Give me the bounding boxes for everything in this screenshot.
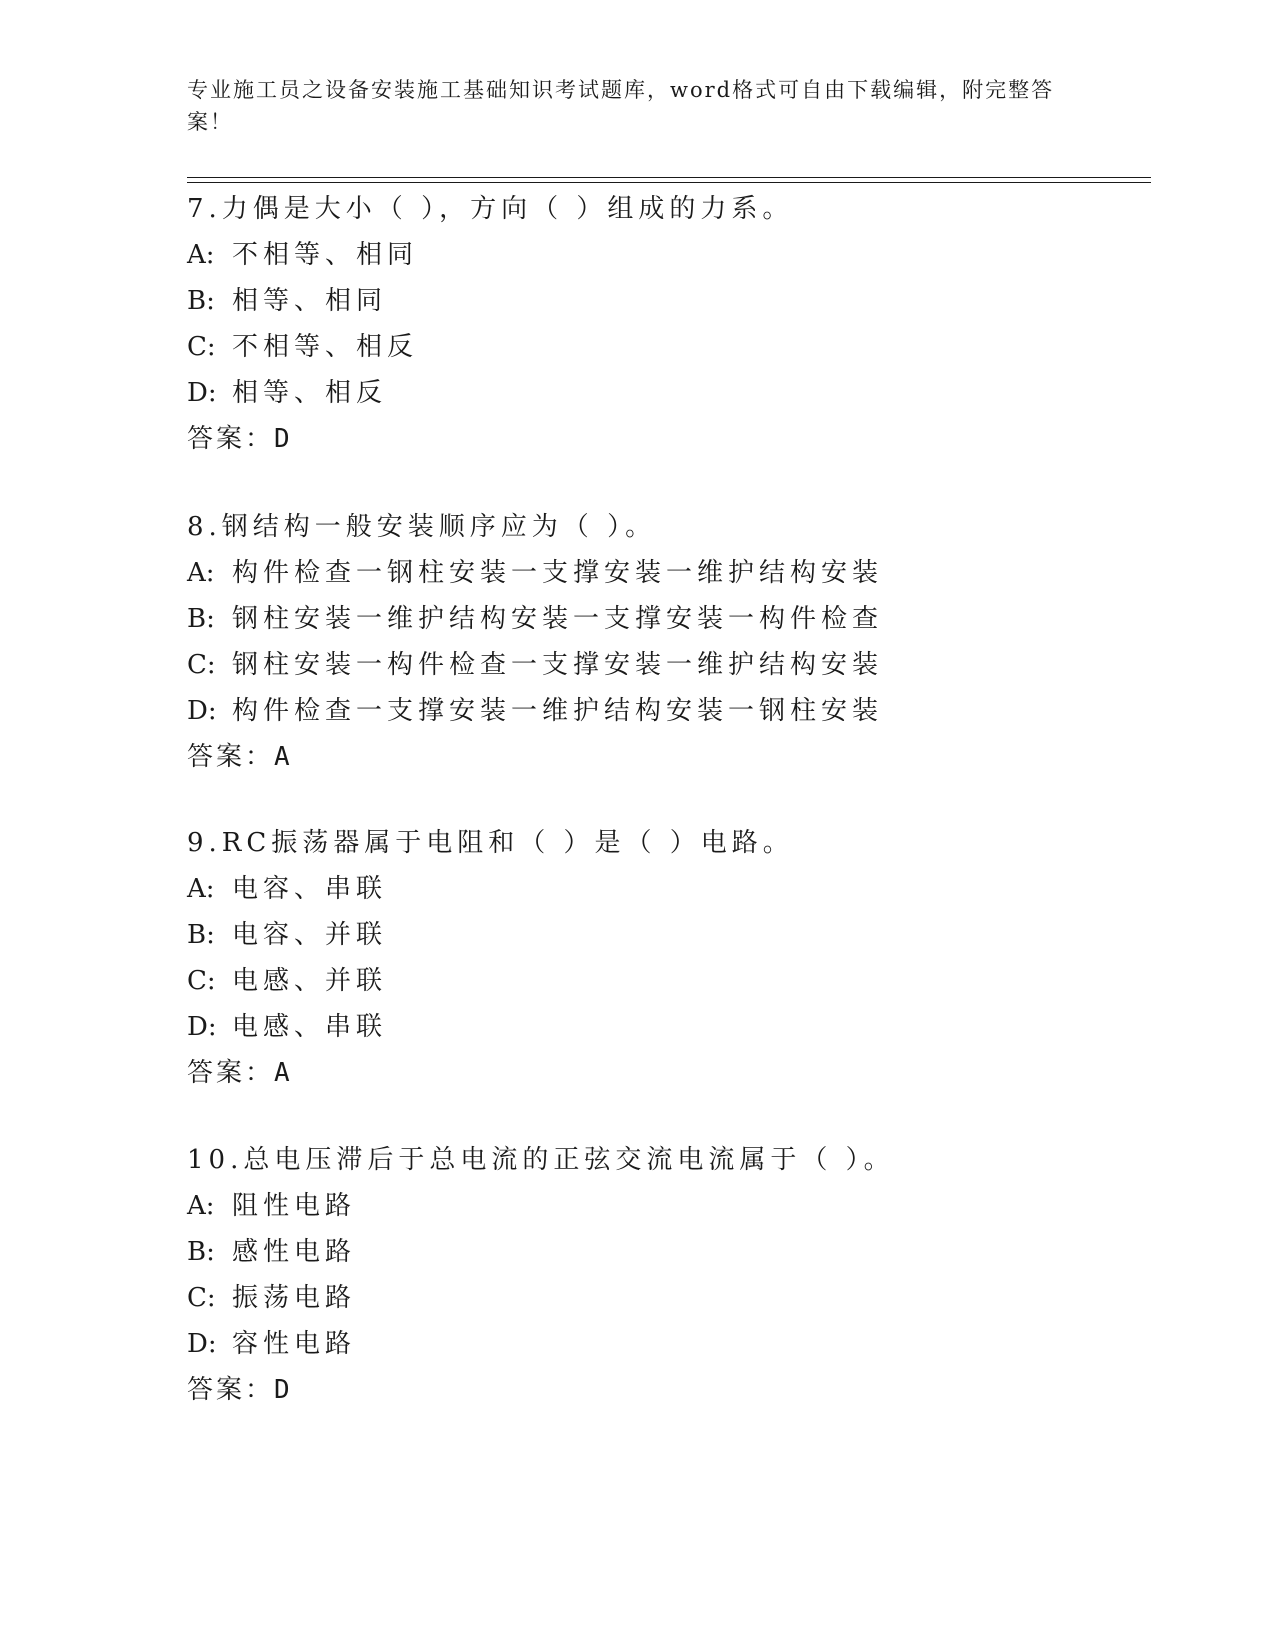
- answer-line: [187, 416, 1137, 462]
- option-letter: C:: [187, 1283, 216, 1313]
- option-text: 电容、并联: [232, 920, 388, 950]
- option-text: 感性电路: [232, 1237, 357, 1267]
- option-text: 阻性电路: [232, 1191, 357, 1221]
- answer-value: A: [274, 742, 293, 772]
- option-letter: B:: [187, 920, 215, 950]
- question-stem: 7.力偶是大小（ ），方向（ ）组成的力系。: [187, 194, 794, 224]
- option-b: [187, 1229, 1137, 1275]
- option-d: [187, 370, 1137, 416]
- question-9: [187, 820, 1137, 1096]
- answer-value: D: [274, 424, 293, 454]
- option-a: [187, 866, 1137, 912]
- option-text: 钢柱安装一维护结构安装一支撑安装一构件检查: [232, 604, 884, 634]
- option-text: 容性电路: [232, 1329, 357, 1359]
- header-divider-top: [187, 177, 1151, 178]
- option-letter: C:: [187, 966, 216, 996]
- option-letter: A:: [187, 558, 215, 588]
- question-7: [187, 186, 1137, 462]
- option-a: [187, 550, 1137, 596]
- answer-line: [187, 1050, 1137, 1096]
- option-b: [187, 912, 1137, 958]
- option-text: 振荡电路: [232, 1283, 357, 1313]
- option-text: 构件检查一钢柱安装一支撑安装一维护结构安装: [232, 558, 884, 588]
- answer-line: [187, 734, 1137, 780]
- option-d: [187, 1321, 1137, 1367]
- answer-value: D: [274, 1375, 293, 1405]
- option-d: [187, 688, 1137, 734]
- answer-label: 答案：: [187, 1375, 275, 1405]
- option-letter: C:: [187, 332, 216, 362]
- option-text: 电感、串联: [232, 1012, 388, 1042]
- option-text: 电容、串联: [232, 874, 388, 904]
- answer-label: 答案：: [187, 742, 275, 772]
- option-a: [187, 232, 1137, 278]
- option-text: 相等、相反: [232, 378, 388, 408]
- option-text: 构件检查一支撑安装一维护结构安装一钢柱安装: [232, 696, 884, 726]
- option-letter: B:: [187, 604, 215, 634]
- option-c: [187, 324, 1137, 370]
- answer-line: [187, 1367, 1137, 1413]
- option-text: 不相等、相反: [232, 332, 419, 362]
- option-letter: A:: [187, 240, 215, 270]
- document-header: 专业施工员之设备安装施工基础知识考试题库，word格式可自由下载编辑，附完整答案！: [187, 78, 1055, 134]
- option-d: [187, 1004, 1137, 1050]
- header-divider-bottom: [187, 182, 1151, 183]
- option-letter: B:: [187, 1237, 215, 1267]
- answer-label: 答案：: [187, 1058, 275, 1088]
- question-8: [187, 504, 1137, 780]
- answer-label: 答案：: [187, 424, 275, 454]
- answer-value: A: [274, 1058, 293, 1088]
- option-letter: D:: [187, 378, 217, 408]
- option-letter: D:: [187, 1329, 217, 1359]
- option-text: 电感、并联: [232, 966, 388, 996]
- option-text: 钢柱安装一构件检查一支撑安装一维护结构安装: [232, 650, 884, 680]
- option-letter: D:: [187, 696, 217, 726]
- option-b: [187, 596, 1137, 642]
- option-b: [187, 278, 1137, 324]
- option-c: [187, 958, 1137, 1004]
- option-text: 相等、相同: [232, 286, 388, 316]
- option-text: 不相等、相同: [232, 240, 419, 270]
- option-a: [187, 1183, 1137, 1229]
- option-letter: D:: [187, 1012, 217, 1042]
- option-letter: C:: [187, 650, 216, 680]
- option-c: [187, 1275, 1137, 1321]
- option-letter: A:: [187, 874, 215, 904]
- question-10: [187, 1137, 1137, 1413]
- question-stem: 8.钢结构一般安装顺序应为（ ）。: [187, 512, 657, 542]
- question-stem: 9.RC振荡器属于电阻和（ ）是（ ）电路。: [187, 828, 794, 858]
- question-stem: 10.总电压滞后于总电流的正弦交流电流属于（ ）。: [187, 1145, 895, 1175]
- option-letter: A:: [187, 1191, 215, 1221]
- option-letter: B:: [187, 286, 215, 316]
- option-c: [187, 642, 1137, 688]
